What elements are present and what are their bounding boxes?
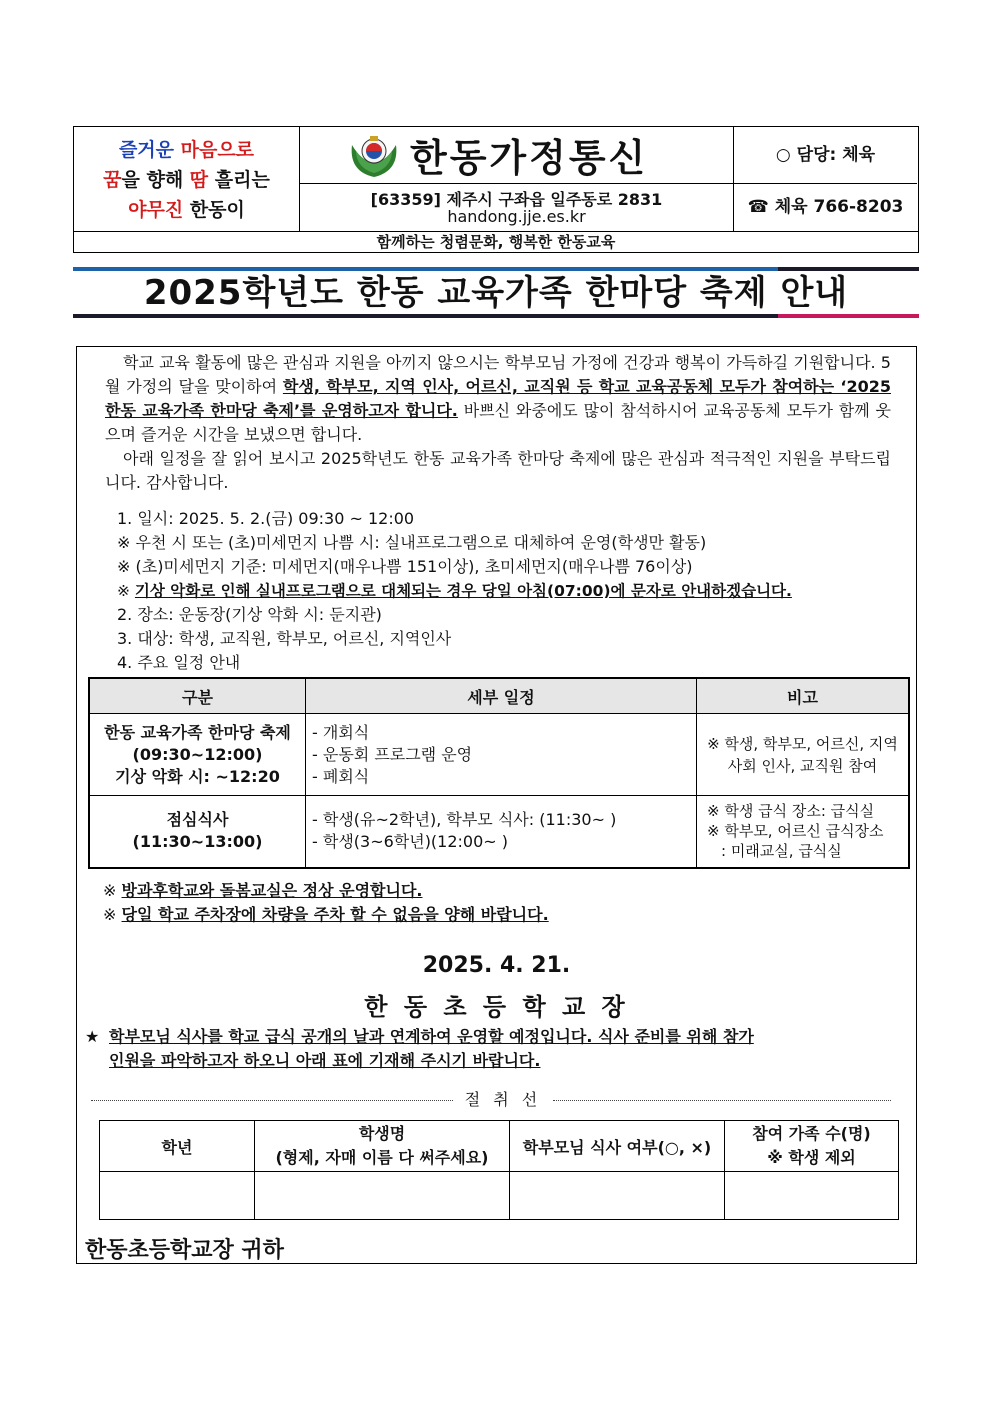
notice-parking: ※ 당일 학교 주차장에 차량을 주차 할 수 없음을 양해 바랍니다. (103, 905, 549, 924)
detail-cell: - 학생(유~2학년), 학부모 식사: (11:30~ ) - 학생(3~6학년)(12:00~ ) (306, 796, 697, 868)
family-count-header: 참여 가족 수(명) ※ 학생 제외 (725, 1121, 899, 1172)
note-cell: ※ 학생 급식 장소: 급식실 ※ 학부모, 어르신 급식장소 : 미래교실, 급식실 (697, 796, 910, 868)
col-category: 구분 (89, 678, 306, 714)
newsletter-header (73, 126, 919, 253)
cut-line: 절 취 선 (91, 1087, 891, 1111)
contact-block (734, 127, 917, 231)
table-header-row (100, 1121, 899, 1172)
schedule-table (88, 677, 910, 869)
grade-header: 학년 (100, 1121, 255, 1172)
notice-body (76, 346, 917, 1264)
addressee: 한동초등학교장 귀하 (85, 1238, 284, 1263)
school-address: [63359] 제주시 구좌읍 일주동로 2831 (370, 190, 663, 209)
category-cell: 점심식사 (11:30~13:00) (89, 796, 306, 868)
motto-text: 한동이 (183, 199, 245, 221)
grade-field[interactable] (100, 1172, 255, 1220)
table-header-row (89, 678, 909, 714)
signed-date: 2025. 4. 21. (422, 953, 571, 978)
title-bar (73, 314, 778, 318)
contact-person: ○ 담당: 체육 (734, 127, 917, 184)
parent-meal-header: 학부모님 식사 여부(○, ×) (510, 1121, 725, 1172)
page-title: 2025학년도 한동 교육가족 한마당 축제 안내 (143, 273, 849, 313)
title-band (73, 267, 919, 319)
student-name-field[interactable] (255, 1172, 510, 1220)
weather-notice: ※ 기상 악화로 인해 실내프로그램으로 대체되는 경우 당일 아침(07:00)에 문자로 안내하겠습니다. (117, 582, 792, 600)
table-row (100, 1172, 899, 1220)
star-icon: ★ (85, 1027, 100, 1046)
principal-signature: 한 동 초 등 학 교 장 (364, 993, 629, 1021)
contact-phone: ☎ 체육 766-8203 (747, 197, 904, 217)
schedule-heading: 4. 주요 일정 안내 (117, 653, 241, 672)
rain-note: ※ 우천 시 또는 (초)미세먼지 나쁨 시: 실내프로그램으로 대체하여 운영(학생만 활동) (117, 533, 707, 552)
newsletter-title-block (300, 127, 734, 231)
col-note: 비고 (697, 678, 910, 714)
student-name-header: 학생명 (형제, 자매 이름 다 써주세요) (255, 1121, 510, 1172)
table-row (89, 714, 909, 796)
family-count-field[interactable] (725, 1172, 899, 1220)
motto-text: 야무진 (128, 199, 184, 221)
school-motto (74, 127, 300, 231)
intro-paragraph: 학교 교육 활동에 많은 관심과 지원을 아끼지 않으시는 학부모님 가정에 건강과 행복이 가득하길 기원합니다. 5월 가정의 달을 맞이하여 학생, 학부모, 지역 인사, 어르신, 교직원 등 학교 교육공동체 모두가 참여하는 ‘2025 한동 교육가족 한마당 축제’를 운영하고자 합니다. 바쁘신 와중에도 많이 참석하시어 교육공동체 모두가 함께 웃으며 즐거운 시간을 보냈으면 합니다. (105, 353, 891, 444)
event-place: 2. 장소: 운동장(기상 악화 시: 둔지관) (117, 605, 382, 624)
col-detail: 세부 일정 (306, 678, 697, 714)
intro-paragraph: 아래 일정을 잘 읽어 보시고 2025학년도 한동 교육가족 한마당 축제에 많은 관심과 적극적인 지원을 부탁드립니다. 감사합니다. (105, 449, 891, 492)
parent-meal-field[interactable] (510, 1172, 725, 1220)
motto-text: 마음으로 (180, 139, 255, 161)
event-date: 1. 일시: 2025. 5. 2.(금) 09:30 ~ 12:00 (117, 509, 415, 528)
notice-afterschool: ※ 방과후학교와 돌봄교실은 정상 운영합니다. (103, 881, 423, 900)
motto-text: 땀 (189, 169, 209, 191)
meal-notice: ★ 학부모님 식사를 학교 급식 공개의 날과 연계하여 운영할 예정입니다. 식사 준비를 위해 참가 인원을 파악하고자 하오니 아래 표에 기재해 주시기 바랍니다. (85, 1027, 754, 1070)
school-emblem-icon (346, 133, 402, 181)
dust-note: ※ (초)미세먼지 기준: 미세먼지(매우나쁨 151이상), 초미세먼지(매우나쁨 76이상) (117, 557, 693, 576)
reply-table (99, 1120, 899, 1220)
detail-cell: - 개회식 - 운동회 프로그램 운영 - 폐회식 (306, 714, 697, 796)
school-slogan: 함께하는 청렴문화, 행복한 한동교육 (74, 231, 918, 252)
motto-text: 을 향해 (121, 169, 190, 191)
table-row (89, 796, 909, 868)
note-cell: ※ 학생, 학부모, 어르신, 지역 사회 인사, 교직원 참여 (697, 714, 910, 796)
title-bar (778, 314, 919, 318)
motto-text: 흘리는 (208, 169, 270, 191)
event-target: 3. 대상: 학생, 교직원, 학부모, 어르신, 지역인사 (117, 629, 452, 648)
newsletter-title: 한동가정통신 (410, 135, 649, 180)
motto-text: 즐거운 (118, 139, 181, 161)
category-cell: 한동 교육가족 한마당 축제 (09:30~12:00) 기상 악화 시: ~12:20 (89, 714, 306, 796)
motto-text: 꿈 (103, 169, 122, 191)
school-website[interactable]: handong.jje.es.kr (447, 207, 586, 226)
